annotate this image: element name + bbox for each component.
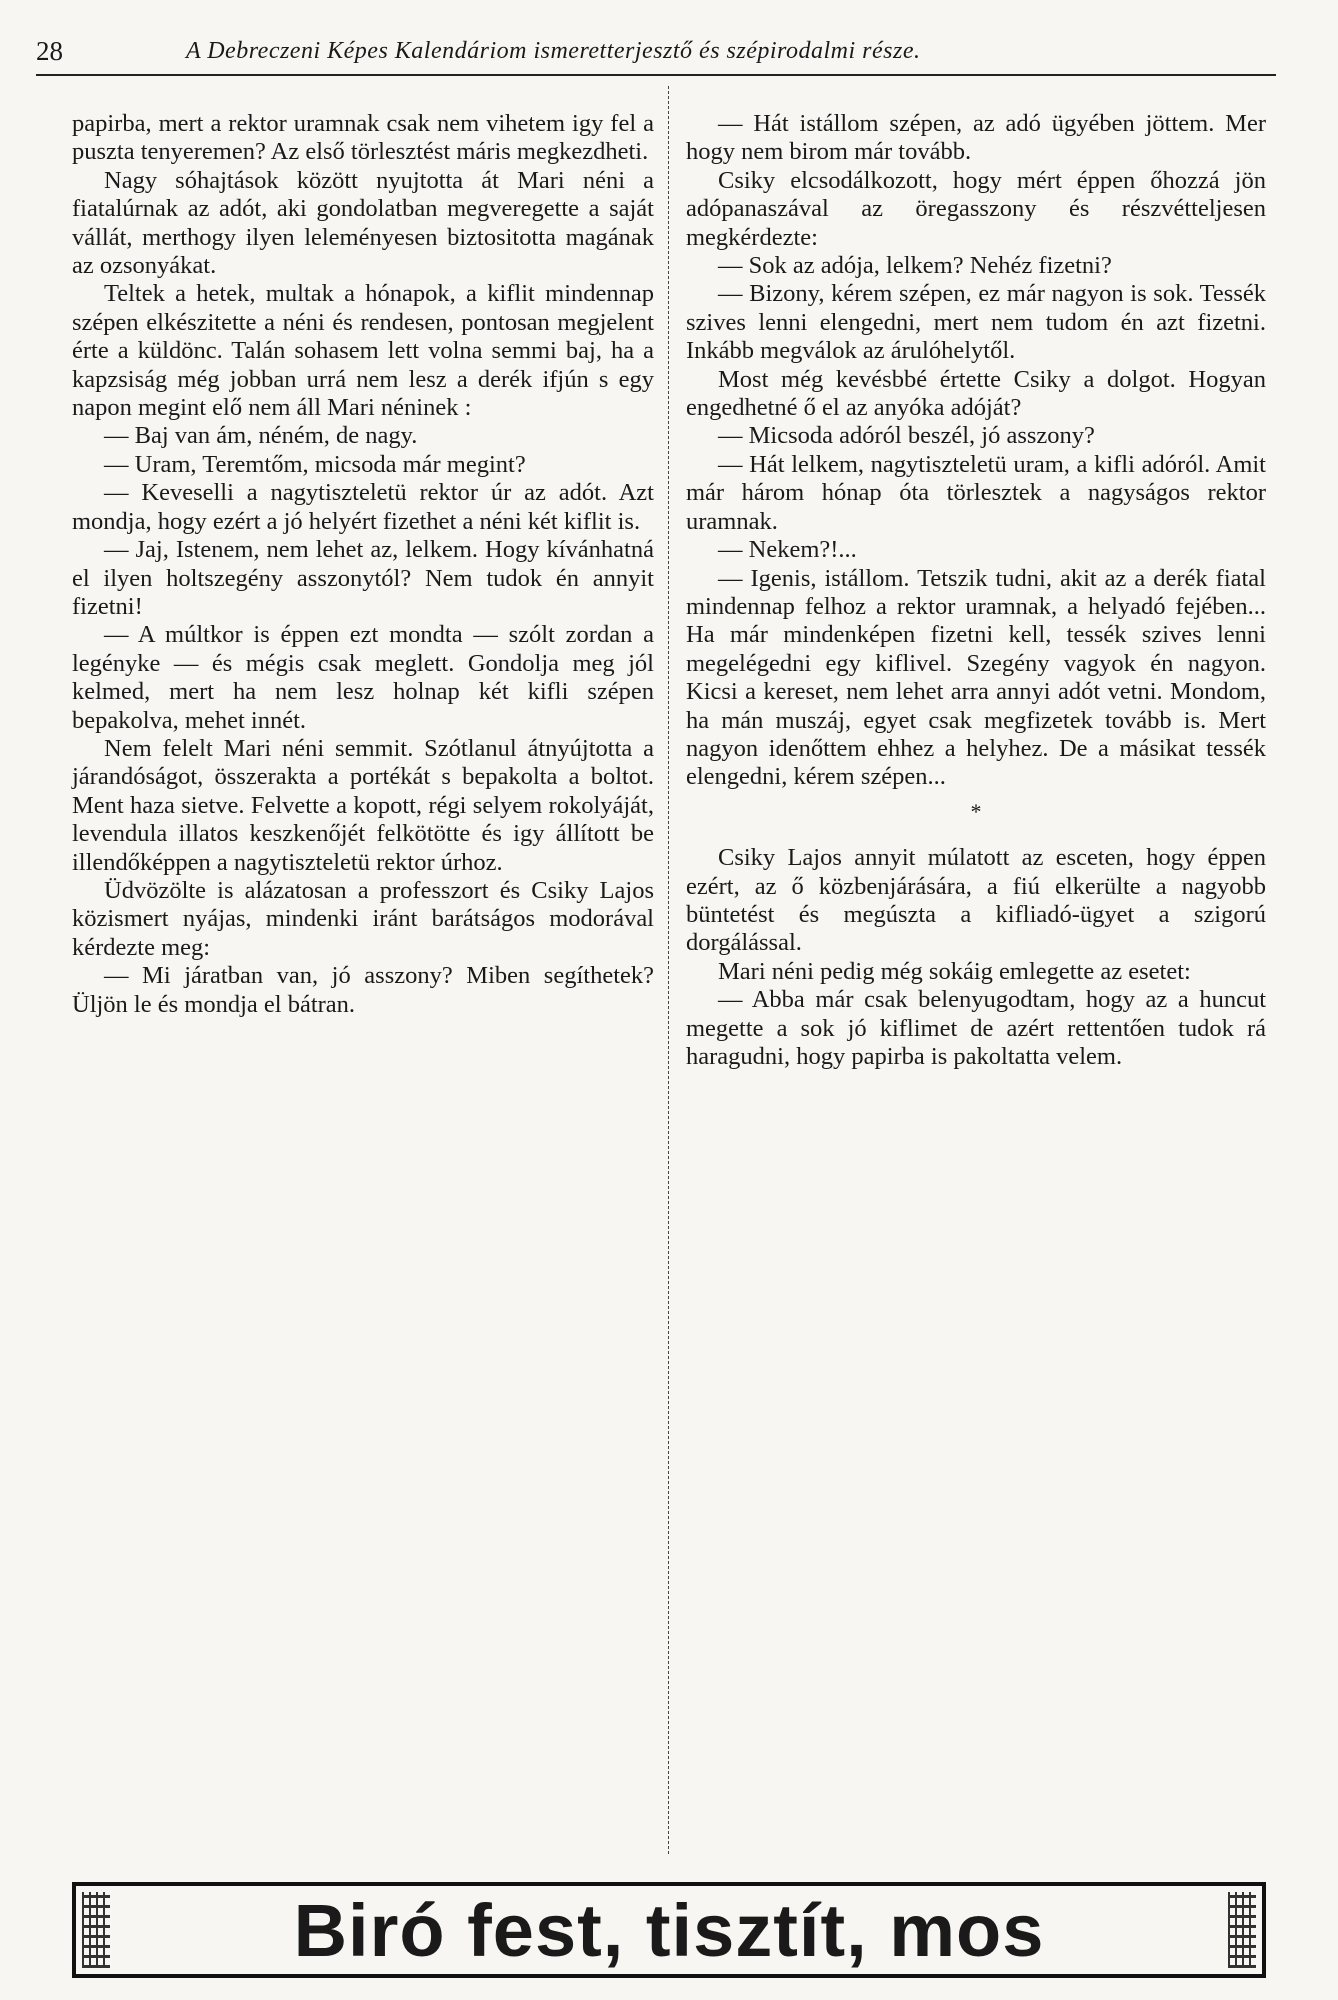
paragraph: — Bizony, kérem szépen, ez már nagyon is sok. Tessék szives lenni elengedni, mert nem tudom én azt fizetni. Inkább megválok az árulóhelytől. xyxy=(686,280,1266,365)
paragraph: Csiky elcsodálkozott, hogy mért éppen őhozzá jön adópanaszával az öregasszony és részvétteljesen megkérdezte: xyxy=(686,166,1266,251)
paragraph: Most még kevésbbé értette Csiky a dolgot. Hogyan engedhetné ő el az anyóka adóját? xyxy=(686,365,1266,422)
paragraph: — Uram, Teremtőm, micsoda már megint? xyxy=(104,450,526,478)
paragraph: Nagy sóhajtások között nyujtotta át Mari néni a fiatalúrnak az adót, aki gondolatban megveregette a saját vállát, merthogy ilyen leleményesen biztositotta magának az ozsonyákat. xyxy=(72,166,654,280)
paragraph: — Baj van ám, néném, de nagy. xyxy=(104,422,418,450)
ornamental-border-right xyxy=(1228,1892,1256,1968)
column-divider xyxy=(668,86,669,1854)
paragraph: — Igenis, istállom. Tetszik tudni, akit az a derék fiatal mindennap felhoz a rektor uramnak, a helyadó fejében... Ha már mindenképen fizetni kell, tessék szives lenni megelégedni egy kiflivel. Szegény vagyok én nagyon. Kicsi a kereset, nem lehet arra annyi adót vetni. Mondom, ha mán muszáj, egyet csak megfizetek tovább is. Mert nagyon idenőttem ehhez a helyhez. De a másikat tessék elengedni, kérem szépen... xyxy=(686,564,1266,791)
paragraph: — A múltkor is éppen ezt mondta — szólt zordan a legényke — és mégis csak meglett. Gondolja meg jól kelmed, mert ha nem lesz holnap két kifli szépen bepakolva, mehet innét. xyxy=(72,621,654,734)
page-number: 28 xyxy=(36,36,63,66)
paragraph: Nem felelt Mari néni semmit. Szótlanul átnyújtotta a járandóságot, összerakta a portékát s bepakolta a boltot. Ment haza sietve. Felvette a kopott, régi selyem rokolyáját, levendula illatos keszkenőjét felkötötte és igy állított be illendőképpen a nagytiszteletü rektor úrhoz. xyxy=(72,734,654,876)
advertisement-box xyxy=(72,1882,1266,1978)
section-ornament: * xyxy=(970,798,982,824)
paragraph: — Sok az adója, lelkem? Nehéz fizetni? xyxy=(718,252,1112,280)
paragraph: Csiky Lajos annyit múlatott az esceten, hogy éppen ezért, az ő közbenjárására, a fiú elkerülte a nagyobb büntetést és megúszta a kifliadó-ügyet a szigorú dorgálással. xyxy=(686,844,1266,957)
left-column xyxy=(72,110,654,1019)
paragraph: Üdvözölte is alázatosan a professzort és Csiky Lajos közismert nyájas, mindenki iránt barátságos modorával kérdezte meg: xyxy=(72,876,654,961)
paragraph: — Hát istállom szépen, az adó ügyében jöttem. Mer hogy nem birom már tovább. xyxy=(686,110,1266,166)
advertisement-text: Biró fest, tisztít, mos xyxy=(293,1889,1045,1972)
paragraph: Mari néni pedig még sokáig emlegette az esetet: xyxy=(718,957,1191,985)
right-column xyxy=(686,110,1266,1071)
paragraph: — Abba már csak belenyugodtam, hogy az a huncut megette a sok jó kiflimet de azért rettentően tudok rá haragudni, hogy papirba is pakoltatta velem. xyxy=(686,986,1266,1070)
running-title: A Debreczeni Képes Kalendáriom ismeretterjesztő és szépirodalmi része. xyxy=(186,38,921,64)
paragraph: — Jaj, Istenem, nem lehet az, lelkem. Hogy kívánhatná el ilyen holtszegény asszonytól? Nem tudok én annyit fizetni! xyxy=(72,536,654,620)
page-header xyxy=(36,34,1276,76)
ornamental-border-left xyxy=(82,1892,110,1968)
paragraph: — Nekem?!... xyxy=(718,536,857,564)
paragraph: papirba, mert a rektor uramnak csak nem vihetem igy fel a puszta tenyeremen? Az első törlesztést máris megkezdheti. xyxy=(72,110,654,166)
paragraph: — Hát lelkem, nagytiszteletü uram, a kifli adóról. Amit már három hónap óta törlesztek a nagyságos rektor uramnak. xyxy=(686,450,1266,535)
paragraph: — Keveselli a nagytiszteletü rektor úr az adót. Azt mondja, hogy ezért a jó helyért fizethet a néni két kiflit is. xyxy=(72,479,654,535)
paragraph: — Micsoda adóról beszél, jó asszony? xyxy=(718,422,1095,450)
paragraph: — Mi járatban van, jó asszony? Miben segíthetek? Üljön le és mondja el bátran. xyxy=(72,962,654,1018)
paragraph: Teltek a hetek, multak a hónapok, a kiflit mindennap szépen elkészitette a néni és rendesen, pontosan megjelent érte a küldönc. Talán sohasem lett volna semmi baj, ha a kapzsiság még jobban urrá nem lesz a derék ifjún s egy napon megint elő nem áll Mari néninek : xyxy=(72,280,654,422)
